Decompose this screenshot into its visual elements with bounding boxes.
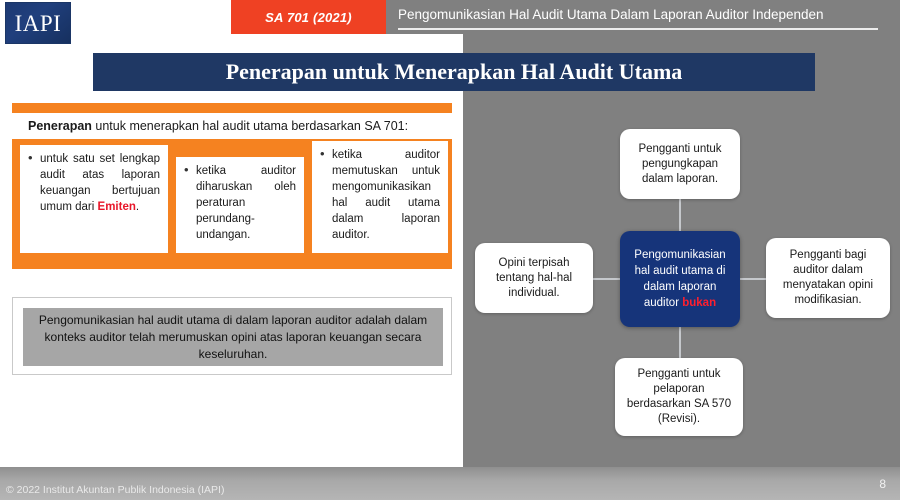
connector-center-left xyxy=(593,278,620,280)
diagram-center-emphasis: bukan xyxy=(682,297,717,309)
connector-center-right xyxy=(740,278,766,280)
bullet-1-text: untuk satu set lengkap audit atas laporan keuangan bertujuan umum dari xyxy=(40,153,160,213)
bullet-item-3 xyxy=(318,147,440,243)
bullet-2-text: ketika auditor diharuskan oleh peraturan perundang-undangan. xyxy=(196,165,296,241)
bullet-box-3 xyxy=(312,141,448,253)
header-title-text: Pengomunikasian Hal Audit Utama Dalam Laporan Auditor Independen xyxy=(398,7,824,22)
bullet-boxes-row xyxy=(12,139,452,269)
panel-heading xyxy=(12,113,452,139)
diagram-node-right xyxy=(766,238,890,318)
bullet-box-1 xyxy=(20,145,168,253)
diagram-node-left-text: Opini terpisah tentang hal-hal individual. xyxy=(495,256,573,299)
standard-tab-sa701[interactable] xyxy=(231,0,386,34)
bullet-list-1 xyxy=(26,151,160,215)
panel-top-accent-bar xyxy=(12,103,452,113)
diagram-node-center xyxy=(620,231,740,327)
summary-box-inner xyxy=(23,308,443,366)
bullet-list-3 xyxy=(318,147,440,243)
bullet-item-1 xyxy=(26,151,160,215)
summary-text: Pengomunikasian hal audit utama di dalam laporan auditor adalah dalam konteks auditor telah merumuskan opini atas laporan keuangan secara keseluruhan. xyxy=(38,312,428,361)
standard-tab-label: SA 701 (2021) xyxy=(265,9,352,25)
slide-title-text: Penerapan untuk Menerapkan Hal Audit Utama xyxy=(225,59,683,84)
connector-center-bottom xyxy=(679,327,681,358)
diagram-node-top xyxy=(620,129,740,199)
diagram-node-bottom xyxy=(615,358,743,436)
bullet-1-text-after: . xyxy=(135,201,140,213)
panel-heading-strong: Penerapan xyxy=(28,119,92,133)
penerapan-panel xyxy=(12,103,452,269)
footer-page-number: 8 xyxy=(879,477,886,491)
iapi-logo-text: IAPI xyxy=(14,10,62,36)
bullet-box-2 xyxy=(176,157,304,253)
diagram-node-bottom-text: Pengganti untuk pelaporan berdasarkan SA 570 (Revisi). xyxy=(626,368,732,425)
panel-heading-rest: untuk menerapkan hal audit utama berdasarkan SA 701: xyxy=(91,119,409,133)
bukan-diagram xyxy=(463,0,900,467)
connector-center-top xyxy=(679,199,681,231)
diagram-node-right-text: Pengganti bagi auditor dalam menyatakan opini modifikasian. xyxy=(782,249,874,306)
diagram-node-top-text: Pengganti untuk pengungkapan dalam laporan. xyxy=(638,142,722,185)
diagram-node-left xyxy=(475,243,593,313)
bullet-list-2 xyxy=(182,163,296,243)
bullet-1-emphasis: Emiten xyxy=(97,201,136,213)
bullet-3-text: ketika auditor memutuskan untuk mengomunikasikan hal audit utama dalam laporan auditor. xyxy=(332,149,440,241)
panel-heading-text xyxy=(28,119,408,133)
bullet-item-2 xyxy=(182,163,296,243)
summary-box xyxy=(12,297,452,375)
iapi-logo xyxy=(5,2,71,44)
diagram-node-center-text xyxy=(626,247,734,311)
slide-footer xyxy=(0,467,900,500)
diagram-center-text-before: Pengomunikasian hal audit utama di dalam laporan auditor xyxy=(634,249,726,309)
footer-copyright: © 2022 Institut Akuntan Publik Indonesia (IAPI) xyxy=(6,484,225,496)
